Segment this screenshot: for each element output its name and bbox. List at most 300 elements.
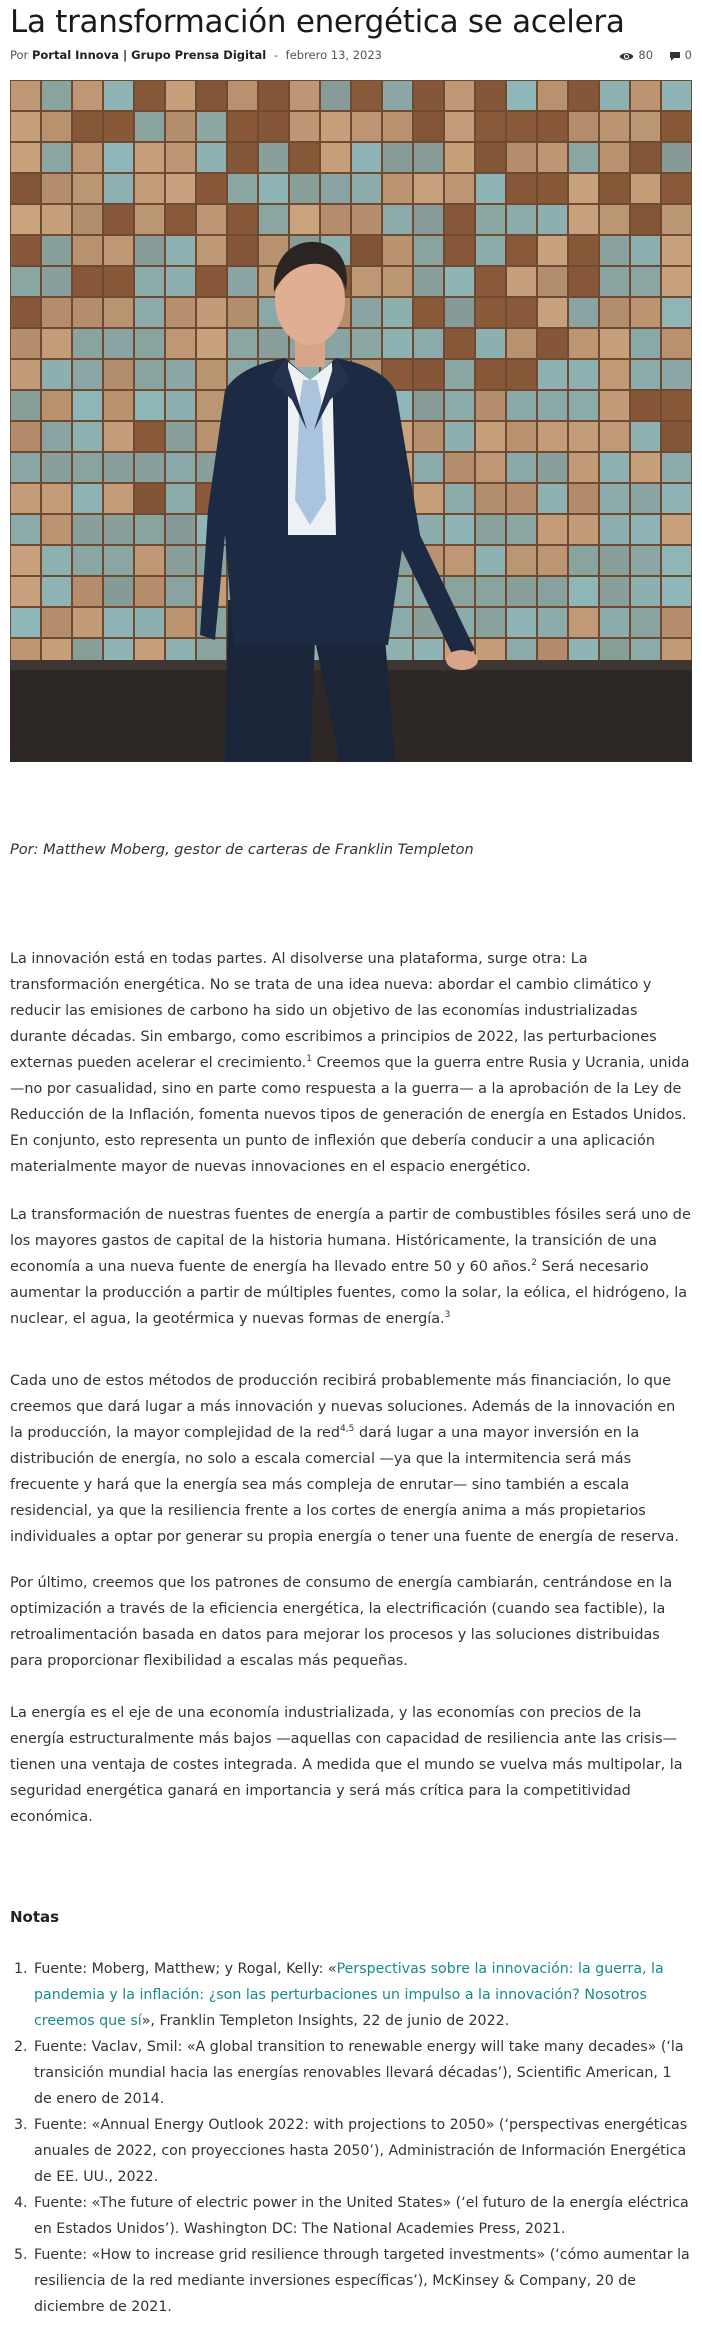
wall-tile <box>383 329 412 358</box>
wall-tile <box>631 81 660 110</box>
wall-tile <box>538 360 567 389</box>
wall-tile <box>569 546 598 575</box>
wall-tile <box>538 515 567 544</box>
article-title: La transformación energética se acelera <box>10 4 625 40</box>
wall-tile <box>42 174 71 203</box>
hero-image <box>10 80 692 762</box>
wall-tile <box>197 81 226 110</box>
wall-tile <box>383 112 412 141</box>
paragraph-text: La innovación está en todas partes. Al disolverse una plataforma, surge otra: La transformación energética. No se trata de una idea nueva: abordar el cambio climático y reducir las emisiones de carbono ha sido un objetivo de las economías industrializadas durante décadas. Sin embargo, como escribimos a principios de 2022, las perturbaciones externas pueden acelerar el crecimiento. <box>10 951 657 1071</box>
wall-tile <box>11 391 40 420</box>
wall-tile <box>135 298 164 327</box>
notes-list <box>10 1956 692 2320</box>
wall-tile <box>569 453 598 482</box>
wall-tile <box>600 608 629 637</box>
wall-tile <box>42 515 71 544</box>
wall-tile <box>538 422 567 451</box>
wall-tile <box>42 608 71 637</box>
wall-tile <box>631 422 660 451</box>
wall-tile <box>600 546 629 575</box>
wall-tile <box>352 143 381 172</box>
wall-tile <box>290 205 319 234</box>
wall-tile <box>135 484 164 513</box>
wall-tile <box>135 577 164 606</box>
wall-tile <box>73 360 102 389</box>
wall-tile <box>352 205 381 234</box>
wall-tile <box>42 422 71 451</box>
paragraph-1 <box>10 946 692 1180</box>
article-byline: Por: Matthew Moberg, gestor de carteras de Franklin Templeton <box>10 842 474 858</box>
wall-tile <box>476 546 505 575</box>
wall-tile <box>414 236 443 265</box>
wall-tile <box>197 236 226 265</box>
wall-tile <box>42 205 71 234</box>
wall-tile <box>135 608 164 637</box>
footnote-ref[interactable]: 3 <box>444 1310 451 1321</box>
wall-tile <box>73 453 102 482</box>
wall-tile <box>476 453 505 482</box>
wall-tile <box>445 267 474 296</box>
paragraph-text: Será necesario aumentar la producción a partir de múltiples fuentes, como la solar, la eólica, el hidrógeno, la nuclear, el agua, la geotérmica y nuevas formas de energía. <box>10 1259 688 1327</box>
footnote-ref[interactable]: 2 <box>531 1258 538 1269</box>
wall-tile <box>569 360 598 389</box>
wall-tile <box>135 205 164 234</box>
wall-tile <box>166 577 195 606</box>
wall-tile <box>445 546 474 575</box>
wall-tile <box>228 329 257 358</box>
wall-tile <box>631 236 660 265</box>
wall-tile <box>73 484 102 513</box>
wall-tile <box>321 81 350 110</box>
wall-tile <box>42 484 71 513</box>
wall-tile <box>445 391 474 420</box>
wall-tile <box>42 143 71 172</box>
wall-tile <box>73 205 102 234</box>
wall-tile <box>383 174 412 203</box>
wall-tile <box>166 546 195 575</box>
wall-tile <box>166 515 195 544</box>
wall-tile <box>166 422 195 451</box>
wall-tile <box>104 143 133 172</box>
wall-tile <box>11 577 40 606</box>
wall-tile <box>104 484 133 513</box>
wall-tile <box>135 546 164 575</box>
wall-tile <box>228 205 257 234</box>
wall-tile <box>538 453 567 482</box>
wall-tile <box>414 329 443 358</box>
note-source-link[interactable]: Perspectivas sobre la innovación: la guerra, la pandemia y la inflación: ¿son las perturbaciones un impulso a la innovación? Nosotros creemos que sí <box>34 1961 664 2029</box>
wall-tile <box>352 174 381 203</box>
wall-tile <box>414 298 443 327</box>
paragraph-5 <box>10 1700 692 1830</box>
wall-tile <box>445 484 474 513</box>
wall-tile <box>600 143 629 172</box>
wall-tile <box>73 298 102 327</box>
byline-meta <box>10 48 382 62</box>
wall-tile <box>631 174 660 203</box>
wall-tile <box>73 112 102 141</box>
wall-tile <box>352 298 381 327</box>
wall-tile <box>11 515 40 544</box>
wall-tile <box>507 484 536 513</box>
wall-tile <box>259 112 288 141</box>
wall-tile <box>135 329 164 358</box>
wall-tile <box>631 360 660 389</box>
wall-tile <box>445 360 474 389</box>
wall-tile <box>228 236 257 265</box>
wall-tile <box>507 81 536 110</box>
wall-tile <box>507 453 536 482</box>
wall-tile <box>42 360 71 389</box>
wall-tile <box>600 391 629 420</box>
wall-tile <box>631 112 660 141</box>
wall-tile <box>662 298 691 327</box>
wall-tile <box>383 267 412 296</box>
wall-tile <box>445 174 474 203</box>
wall-tile <box>321 143 350 172</box>
wall-tile <box>662 81 691 110</box>
wall-tile <box>166 484 195 513</box>
wall-tile <box>166 453 195 482</box>
wall-tile <box>445 422 474 451</box>
wall-tile <box>507 174 536 203</box>
wall-tile <box>259 205 288 234</box>
wall-tile <box>662 360 691 389</box>
wall-tile <box>104 298 133 327</box>
wall-tile <box>662 546 691 575</box>
wall-tile <box>631 515 660 544</box>
wall-tile <box>600 267 629 296</box>
wall-tile <box>600 81 629 110</box>
post-date: febrero 13, 2023 <box>285 48 382 62</box>
wall-tile <box>42 81 71 110</box>
wall-tile <box>476 174 505 203</box>
paragraph-2 <box>10 1202 692 1332</box>
wall-tile <box>11 174 40 203</box>
wall-tile <box>42 112 71 141</box>
wall-tile <box>135 174 164 203</box>
wall-tile <box>631 329 660 358</box>
wall-tile <box>197 205 226 234</box>
post-stats <box>607 48 692 62</box>
wall-tile <box>228 143 257 172</box>
wall-tile <box>662 515 691 544</box>
wall-tile <box>445 205 474 234</box>
author-link[interactable]: Portal Innova | Grupo Prensa Digital <box>31 48 267 62</box>
wall-tile <box>507 112 536 141</box>
article-meta <box>10 48 692 68</box>
wall-tile <box>135 267 164 296</box>
wall-tile <box>476 422 505 451</box>
wall-tile <box>507 608 536 637</box>
wall-tile <box>352 112 381 141</box>
wall-tile <box>662 484 691 513</box>
wall-tile <box>600 205 629 234</box>
wall-tile <box>538 329 567 358</box>
wall-tile <box>445 143 474 172</box>
wall-tile <box>662 422 691 451</box>
wall-tile <box>662 143 691 172</box>
wall-tile <box>73 515 102 544</box>
wall-tile <box>569 298 598 327</box>
wall-tile <box>104 81 133 110</box>
wall-tile <box>135 453 164 482</box>
wall-tile <box>42 298 71 327</box>
wall-tile <box>569 267 598 296</box>
wall-tile <box>197 329 226 358</box>
wall-tile <box>569 329 598 358</box>
wall-tile <box>104 329 133 358</box>
wall-tile <box>538 391 567 420</box>
wall-tile <box>631 546 660 575</box>
wall-tile <box>104 112 133 141</box>
wall-tile <box>507 391 536 420</box>
wall-tile <box>414 205 443 234</box>
wall-tile <box>104 205 133 234</box>
note-item <box>32 1956 692 2034</box>
wall-tile <box>228 174 257 203</box>
wall-tile <box>73 236 102 265</box>
wall-tile <box>476 329 505 358</box>
wall-tile <box>42 267 71 296</box>
wall-tile <box>445 236 474 265</box>
wall-tile <box>42 546 71 575</box>
wall-tile <box>11 546 40 575</box>
wall-tile <box>383 298 412 327</box>
paragraph-3 <box>10 1368 692 1550</box>
wall-tile <box>538 577 567 606</box>
comments-count: 0 <box>684 48 692 62</box>
wall-tile <box>631 205 660 234</box>
wall-tile <box>290 112 319 141</box>
wall-tile <box>73 267 102 296</box>
wall-tile <box>11 422 40 451</box>
wall-tile <box>166 608 195 637</box>
wall-tile <box>104 236 133 265</box>
wall-tile <box>631 391 660 420</box>
wall-tile <box>135 143 164 172</box>
wall-tile <box>507 546 536 575</box>
wall-tile <box>662 267 691 296</box>
wall-tile <box>42 453 71 482</box>
wall-tile <box>73 81 102 110</box>
wall-tile <box>414 143 443 172</box>
wall-tile <box>476 298 505 327</box>
wall-tile <box>569 608 598 637</box>
wall-tile <box>11 298 40 327</box>
wall-tile <box>445 298 474 327</box>
wall-tile <box>476 484 505 513</box>
photo-icon <box>10 80 692 762</box>
wall-tile <box>600 484 629 513</box>
wall-tile <box>11 329 40 358</box>
wall-tile <box>476 391 505 420</box>
wall-tile <box>445 329 474 358</box>
wall-tile <box>290 81 319 110</box>
note-text: », Franklin Templeton Insights, 22 de junio de 2022. <box>141 2013 510 2029</box>
wall-tile <box>507 360 536 389</box>
wall-tile <box>135 236 164 265</box>
wall-tile <box>11 205 40 234</box>
wall-tile <box>538 236 567 265</box>
wall-tile <box>383 205 412 234</box>
paragraph-4 <box>10 1570 692 1674</box>
wall-tile <box>569 81 598 110</box>
wall-tile <box>414 267 443 296</box>
wall-tile <box>538 81 567 110</box>
wall-tile <box>197 360 226 389</box>
wall-tile <box>104 577 133 606</box>
wall-tile <box>383 143 412 172</box>
wall-tile <box>662 608 691 637</box>
wall-tile <box>135 391 164 420</box>
wall-tile <box>197 143 226 172</box>
wall-tile <box>197 174 226 203</box>
wall-tile <box>569 143 598 172</box>
footnote-ref[interactable]: 1 <box>306 1054 312 1065</box>
wall-tile <box>662 329 691 358</box>
wall-tile <box>73 577 102 606</box>
wall-tile <box>73 391 102 420</box>
wall-tile <box>414 453 443 482</box>
wall-tile <box>476 205 505 234</box>
wall-tile <box>631 453 660 482</box>
wall-tile <box>600 515 629 544</box>
wall-tile <box>42 329 71 358</box>
wall-tile <box>569 205 598 234</box>
wall-tile <box>538 546 567 575</box>
wall-tile <box>662 174 691 203</box>
wall-tile <box>73 422 102 451</box>
wall-tile <box>569 236 598 265</box>
wall-tile <box>104 546 133 575</box>
wall-tile <box>662 205 691 234</box>
wall-tile <box>507 298 536 327</box>
wall-tile <box>104 174 133 203</box>
wall-tile <box>11 453 40 482</box>
wall-tile <box>197 112 226 141</box>
wall-tile <box>104 453 133 482</box>
wall-tile <box>538 484 567 513</box>
wall-tile <box>414 422 443 451</box>
wall-tile <box>507 515 536 544</box>
wall-tile <box>414 484 443 513</box>
wall-tile <box>352 267 381 296</box>
wall-tile <box>321 112 350 141</box>
wall-tile <box>476 81 505 110</box>
wall-tile <box>166 236 195 265</box>
paragraph-text: La energía es el eje de una economía industrializada, y las economías con precios de la energía estructuralmente más bajos —aquellas con capacidad de resiliencia ante las crisis— tienen una ventaja de costes integrada. A medida que el mundo se vuelva más multipolar, la seguridad energética ganará en importancia y será más crítica para la competitividad económica. <box>10 1705 683 1825</box>
wall-tile <box>600 329 629 358</box>
wall-tile <box>569 112 598 141</box>
wall-tile <box>662 112 691 141</box>
wall-tile <box>445 515 474 544</box>
wall-tile <box>569 391 598 420</box>
wall-tile <box>538 143 567 172</box>
wall-tile <box>290 174 319 203</box>
wall-tile <box>538 298 567 327</box>
wall-tile <box>476 112 505 141</box>
wall-tile <box>414 391 443 420</box>
paragraph-text: La transformación de nuestras fuentes de energía a partir de combustibles fósiles será uno de los mayores gastos de capital de la historia humana. Históricamente, la transición de una economía a una nueva fuente de energía ha llevado entre 50 y 60 años. <box>10 1207 691 1275</box>
wall-tile <box>11 112 40 141</box>
views-count: 80 <box>638 48 654 62</box>
wall-tile <box>259 81 288 110</box>
wall-tile <box>414 174 443 203</box>
wall-tile <box>600 298 629 327</box>
wall-tile <box>569 515 598 544</box>
note-item: 4. Fuente: «The future of electric power in the United States» (‘el futuro de la energía eléctrica en Estados Unidos’). Washington DC: The National Academies Press, 2021. <box>32 2190 692 2242</box>
wall-tile <box>166 205 195 234</box>
wall-tile <box>352 236 381 265</box>
wall-tile <box>507 329 536 358</box>
paragraph-text: Creemos que la guerra entre Rusia y Ucrania, unida —no por casualidad, sino en parte como respuesta a la guerra— a la aprobación de la Ley de Reducción de la Inflación, fomenta nuevos tipos de generación de energía en Estados Unidos. En conjunto, esto representa un punto de inflexión que debería conducir a una aplicación materialmente mayor de nuevas innovaciones en el espacio energético. <box>10 1055 690 1175</box>
wall-tile <box>228 112 257 141</box>
comments-stat[interactable] <box>669 48 692 62</box>
wall-tile <box>507 422 536 451</box>
wall-tile <box>259 143 288 172</box>
footnote-ref[interactable]: 4,5 <box>340 1424 355 1435</box>
wall-tile <box>631 298 660 327</box>
wall-tile <box>662 391 691 420</box>
wall-tile <box>538 205 567 234</box>
wall-tile <box>228 81 257 110</box>
note-item: 3. Fuente: «Annual Energy Outlook 2022: with projections to 2050» (‘perspectivas energéticas anuales de 2022, con proyecciones hasta 2050’), Administración de Información Energética de EE. UU., 2022. <box>32 2112 692 2190</box>
wall-tile <box>507 143 536 172</box>
wall-tile <box>135 515 164 544</box>
wall-tile <box>11 484 40 513</box>
wall-tile <box>42 391 71 420</box>
wall-tile <box>507 267 536 296</box>
paragraph-text: Cada uno de estos métodos de producción recibirá probablemente más financiación, lo que creemos que dará lugar a más innovación y nuevas soluciones. Además de la innovación en la producción, la mayor complejidad de la red <box>10 1373 676 1441</box>
views-stat <box>619 48 653 62</box>
wall-tile <box>11 236 40 265</box>
wall-tile <box>383 236 412 265</box>
wall-tile <box>538 608 567 637</box>
wall-tile <box>383 81 412 110</box>
wall-tile <box>135 112 164 141</box>
wall-tile <box>104 391 133 420</box>
wall-tile <box>11 608 40 637</box>
wall-tile <box>166 391 195 420</box>
wall-tile <box>259 174 288 203</box>
wall-tile <box>600 112 629 141</box>
wall-tile <box>476 577 505 606</box>
wall-tile <box>73 143 102 172</box>
meta-separator: - <box>273 48 278 62</box>
wall-tile <box>104 422 133 451</box>
wall-tile <box>166 267 195 296</box>
wall-tile <box>600 453 629 482</box>
wall-tile <box>135 360 164 389</box>
note-item: 5. Fuente: «How to increase grid resilience through targeted investments» (‘cómo aumentar la resiliencia de la red mediante inversiones específicas’), McKinsey & Company, 20 de diciembre de 2021. <box>32 2242 692 2320</box>
wall-tile <box>166 143 195 172</box>
wall-tile <box>631 484 660 513</box>
comment-icon <box>669 51 681 62</box>
wall-tile <box>507 205 536 234</box>
wall-tile <box>600 174 629 203</box>
wall-tile <box>414 112 443 141</box>
wall-tile <box>476 143 505 172</box>
wall-tile <box>228 267 257 296</box>
wall-tile <box>11 360 40 389</box>
wall-tile <box>445 453 474 482</box>
wall-tile <box>321 205 350 234</box>
wall-tile <box>104 267 133 296</box>
wall-tile <box>135 422 164 451</box>
wall-tile <box>73 608 102 637</box>
wall-tile <box>11 81 40 110</box>
